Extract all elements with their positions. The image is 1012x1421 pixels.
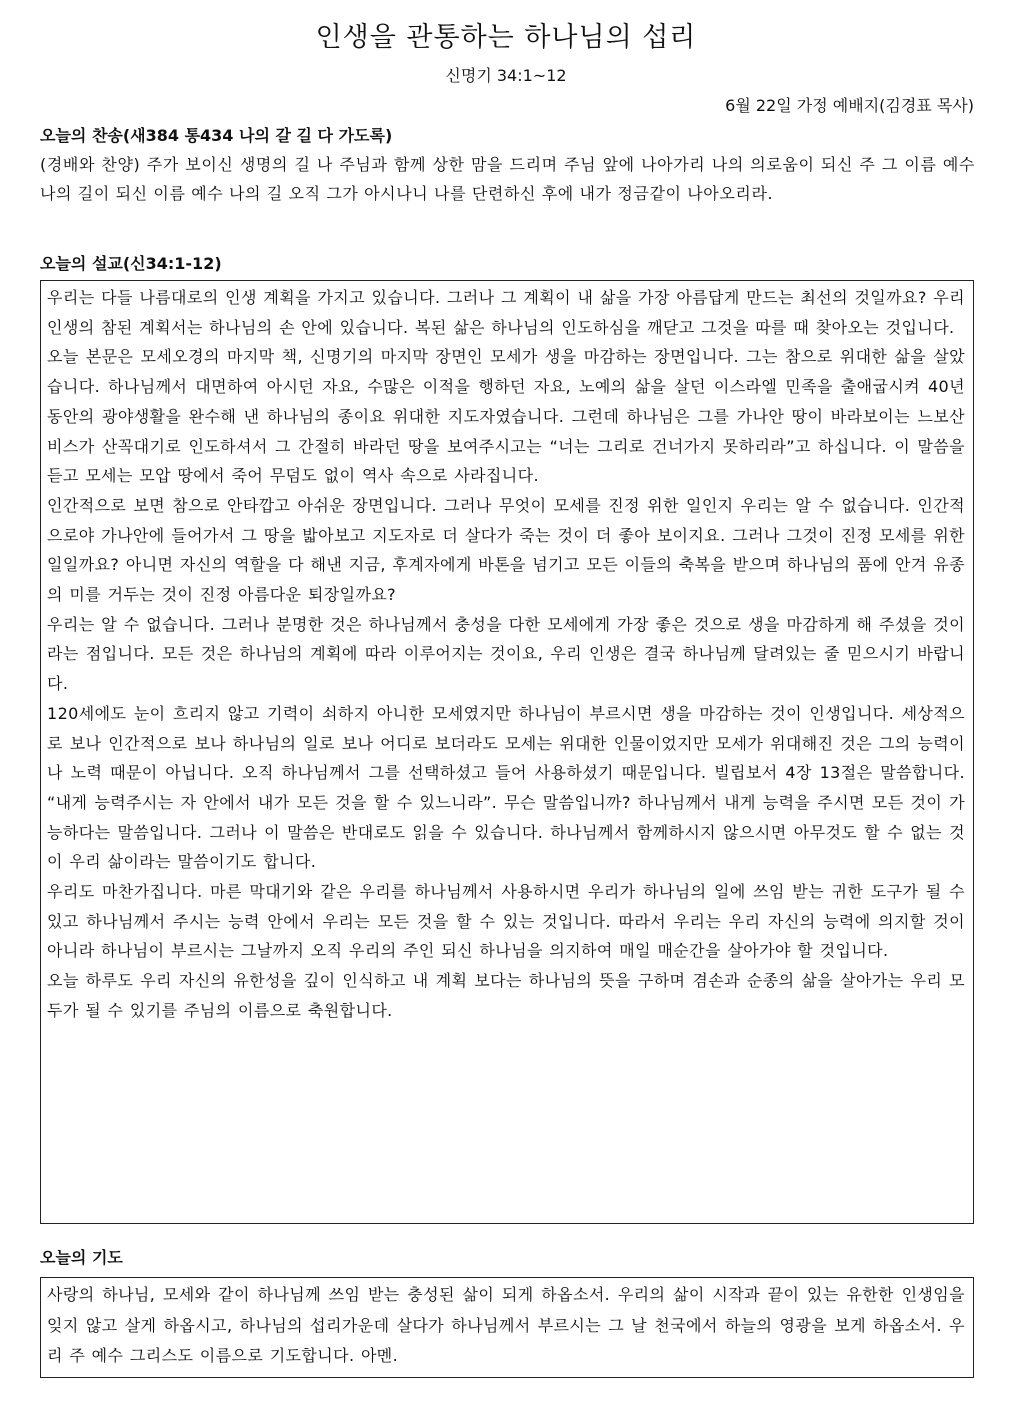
prayer-heading: 오늘의 기도	[40, 1248, 123, 1267]
hymn-text: (경배와 찬양) 주가 보이신 생명의 길 나 주님과 함께 상한 맘을 드리며 주님 앞에 나아가리 나의 의로움이 되신 주 그 이름 예수 나의 길이 되신 이름 예수 나의 길 오직 그가 아시나니 나를 단련하신 후에 내가 정금같이 나아오리라.	[40, 155, 975, 203]
sermon-paragraph-3: 인간적으로 보면 참으로 안타깝고 아쉬운 장면입니다. 그러나 무엇이 모세를 진정 위한 일인지 우리는 알 수 없습니다. 인간적으로야 가나안에 들어가서 그 땅을 밟아보고 지도자로 더 살다가 죽는 것이 더 좋아 보이지요. 그러나 그것이 진정 모세를 위한 일일까요? 아니면 자신의 역할을 다 해낸 지금, 후계자에게 바톤을 넘기고 모든 이들의 축복을 받으며 하나님의 품에 안겨 유종의 미를 거두는 것이 진정 아름다운 퇴장일까요?	[47, 495, 965, 605]
sermon-paragraph-4: 우리는 알 수 없습니다. 그러나 분명한 것은 하나님께서 충성을 다한 모세에게 가장 좋은 것으로 생을 마감하게 해 주셨을 것이라는 점입니다. 모든 것은 하나님의 계획에 따라 이루어지는 것이요, 우리 인생은 결국 하나님께 달려있는 줄 믿으시기 바랍니다.	[47, 614, 965, 694]
sermon-heading: 오늘의 설교(신34:1-12)	[40, 254, 222, 273]
sermon-paragraph-2: 오늘 본문은 모세오경의 마지막 책, 신명기의 마지막 장면인 모세가 생을 마감하는 장면입니다. 그는 참으로 위대한 삶을 살았습니다. 하나님께서 대면하여 아시던 자요, 수많은 이적을 행하던 자요, 노예의 삶을 살던 이스라엘 민족을 출애굽시켜 40년 동안의 광야생활을 완수해 낸 하나님의 종이요 위대한 지도자였습니다. 그런데 하나님은 그를 가나안 땅이 바라보이는 느보산 비스가 산꼭대기로 인도하셔서 그 간절히 바라던 땅을 보여주시고는 “너는 그리로 건너가지 못하리라”고 하십니다. 이 말씀을 듣고 모세는 모압 땅에서 죽어 무덤도 없이 역사 속으로 사라집니다.	[47, 347, 965, 486]
hymn-heading: 오늘의 찬송(새384 통434 나의 갈 길 다 가도록)	[40, 126, 393, 145]
scripture-reference: 신명기 34:1~12	[445, 66, 567, 85]
byline: 6월 22일 가정 예배지(김경표 목사)	[725, 96, 974, 115]
sermon-box	[40, 280, 974, 1224]
sermon-paragraph-1: 우리는 다들 나름대로의 인생 계획을 가지고 있습니다. 그러나 그 계획이 내 삶을 가장 아름답게 만드는 최선의 것일까요? 우리 인생의 참된 계획서는 하나님의 손 안에 있습니다. 복된 삶은 하나님의 인도하심을 깨닫고 그것을 따를 때 찾아오는 것입니다.	[47, 288, 965, 337]
sermon-paragraph-7: 오늘 하루도 우리 자신의 유한성을 깊이 인식하고 내 계획 보다는 하나님의 뜻을 구하며 겸손과 순종의 삶을 살아가는 우리 모두가 될 수 있기를 주님의 이름으로 축원합니다.	[47, 971, 965, 1020]
prayer-box	[40, 1277, 974, 1378]
prayer-text: 사랑의 하나님, 모세와 같이 하나님께 쓰임 받는 충성된 삶이 되게 하옵소서. 우리의 삶이 시작과 끝이 있는 유한한 인생임을 잊지 않고 살게 하옵시고, 하나님의 섭리가운데 살다가 하나님께서 부르시는 그 날 천국에서 하늘의 영광을 보게 하옵소서. 우리 주 예수 그리스도 이름으로 기도합니다. 아멘.	[47, 1285, 965, 1365]
sermon-paragraph-6: 우리도 마찬가집니다. 마른 막대기와 같은 우리를 하나님께서 사용하시면 우리가 하나님의 일에 쓰임 받는 귀한 도구가 될 수 있고 하나님께서 주시는 능력 안에서 우리는 모든 것을 할 수 있는 것입니다. 따라서 우리는 우리 자신의 능력에 의지할 것이 아니라 하나님이 부르시는 그날까지 오직 우리의 주인 되신 하나님을 의지하여 매일 매순간을 살아가야 할 것입니다.	[47, 882, 965, 961]
document-title: 인생을 관통하는 하나님의 섭리	[315, 22, 697, 53]
sermon-paragraph-5: 120세에도 눈이 흐리지 않고 기력이 쇠하지 아니한 모세였지만 하나님이 부르시면 생을 마감하는 것이 인생입니다. 세상적으로 보나 인간적으로 보나 하나님의 일로 보나 어디로 보더라도 모세는 위대한 인물이었지만 모세가 위대해진 것은 그의 능력이나 노력 때문이 아닙니다. 오직 하나님께서 그를 선택하셨고 들어 사용하셨기 때문입니다. 빌립보서 4장 13절은 말씀합니다. “내게 능력주시는 자 안에서 내가 모든 것을 할 수 있느니라”. 무슨 말씀입니까? 하나님께서 내게 능력을 주시면 모든 것이 가능하다는 말씀입니다. 그러나 이 말씀은 반대로도 읽을 수 있습니다. 하나님께서 함께하시지 않으시면 아무것도 할 수 없는 것이 우리 삶이라는 말씀이기도 합니다.	[47, 703, 965, 872]
